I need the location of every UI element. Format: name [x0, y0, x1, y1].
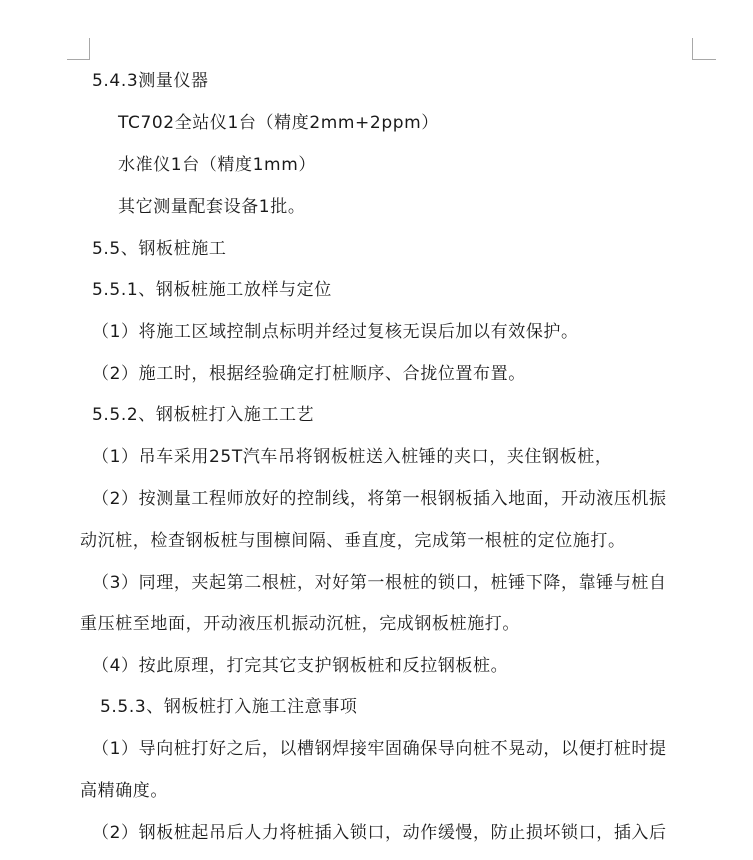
- crop-mark-top-right-horizontal: [692, 59, 716, 60]
- equipment-level: 水准仪1台（精度1mm）: [118, 155, 316, 175]
- heading-5-5-1: 5.5.1、钢板桩施工放样与定位: [92, 280, 332, 300]
- paragraph-5-5-3-item-1-line-2: 高精确度。: [80, 781, 168, 801]
- heading-5-5: 5.5、钢板桩施工: [92, 239, 227, 259]
- equipment-total-station: TC702全站仪1台（精度2mm+2ppm）: [118, 113, 439, 133]
- heading-5-5-2: 5.5.2、钢板桩打入施工工艺: [92, 405, 315, 425]
- crop-mark-top-left-horizontal: [67, 59, 90, 60]
- heading-5-4-3: 5.4.3测量仪器: [92, 71, 209, 91]
- paragraph-5-5-1-item-2: （2）施工时，根据经验确定打桩顺序、合拢位置布置。: [92, 364, 526, 384]
- paragraph-5-5-2-item-4: （4）按此原理，打完其它支护钢板桩和反拉钢板桩。: [92, 656, 509, 676]
- crop-mark-top-left-vertical: [89, 38, 90, 60]
- equipment-other: 其它测量配套设备1批。: [118, 197, 306, 217]
- paragraph-5-5-2-item-2-line-2: 动沉桩，检查钢板桩与围檩间隔、垂直度，完成第一根桩的定位施打。: [80, 531, 626, 551]
- paragraph-5-5-2-item-3-line-1: （3）同理，夹起第二根桩，对好第一根桩的锁口，桩锤下降，靠锤与桩自: [92, 573, 667, 593]
- heading-5-5-3: 5.5.3、钢板桩打入施工注意事项: [100, 697, 358, 717]
- paragraph-5-5-2-item-2-line-1: （2）按测量工程师放好的控制线，将第一根钢板插入地面，开动液压机振: [92, 489, 667, 509]
- paragraph-5-5-3-item-1-line-1: （1）导向桩打好之后，以槽钢焊接牢固确保导向桩不晃动，以便打桩时提: [92, 739, 667, 759]
- paragraph-5-5-2-item-1: （1）吊车采用25T汽车吊将钢板桩送入桩锤的夹口，夹住钢板桩，: [92, 447, 613, 467]
- paragraph-5-5-3-item-2-line-1: （2）钢板桩起吊后人力将桩插入锁口，动作缓慢，防止损坏锁口，插入后: [92, 823, 667, 843]
- paragraph-5-5-1-item-1: （1）将施工区域控制点标明并经过复核无误后加以有效保护。: [92, 322, 579, 342]
- paragraph-5-5-2-item-3-line-2: 重压桩至地面，开动液压机振动沉桩，完成钢板桩施打。: [80, 614, 520, 634]
- crop-mark-top-right-vertical: [692, 38, 693, 60]
